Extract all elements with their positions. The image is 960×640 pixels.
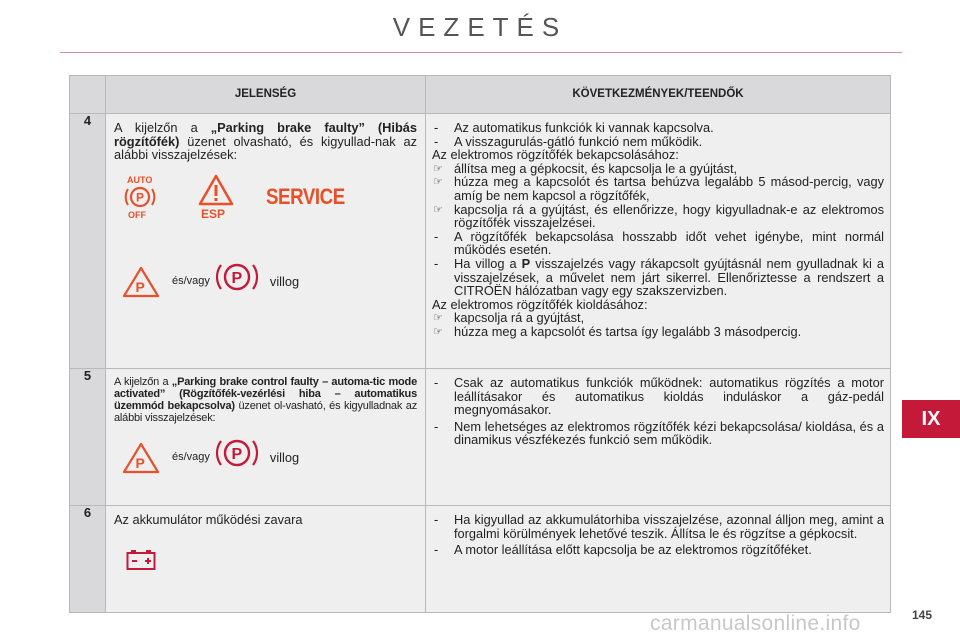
page-title: VEZETÉS (392, 12, 568, 42)
list-item: ☞ kapcsolja rá a gyújtást, (432, 311, 884, 325)
list-item: - Az automatikus funkciók ki vannak kapcsolva. (432, 121, 884, 135)
list-item: - Csak az automatikus funkciók működnek: automatikus rögzítés a motor leállításakor és automatikus kioldás induláskor a gáz-pedál megnyomásakor. (432, 376, 884, 417)
brake-warning-triangle-icon (122, 441, 160, 475)
page-number: 145 (912, 608, 933, 622)
auto-off-icon (120, 174, 172, 220)
svg-text:P: P (135, 455, 145, 471)
battery-icon (126, 549, 156, 571)
and-or-label: és/vagy (172, 274, 210, 287)
header-num (70, 76, 106, 114)
svg-text:P: P (136, 190, 145, 205)
esp-icon (196, 174, 236, 220)
symptom-cell (106, 506, 426, 613)
watermark: carmanualsonline.info (650, 612, 861, 635)
table-row (70, 114, 891, 369)
symptom-text: A kijelzőn a „Parking brake control faulty – automa-tic mode activated” (Rögzítőfék-vezérlési hiba – automatikus üzemmód bekapcsolva) üzenet ol-vasható, és kigyulladnak az alábbi visszajelzések: (114, 376, 417, 424)
symptom-cell (106, 114, 426, 369)
action-cell (426, 506, 891, 613)
list-item: - A motor leállítása előtt kapcsolja be az elektromos rögzítőféket. (432, 543, 884, 557)
flashing-label: villog (269, 450, 300, 466)
brake-icons-row (114, 438, 417, 478)
title-divider (60, 52, 902, 53)
service-icon: SERVICE (266, 183, 345, 209)
table-row (70, 506, 891, 613)
symptom-cell (106, 369, 426, 506)
parking-brake-icon (216, 435, 258, 471)
warning-icons-row (114, 172, 417, 222)
table-header-row (70, 76, 891, 114)
parking-brake-icon (216, 259, 258, 295)
list-item: Az elektromos rögzítőfék kioldásához: (432, 296, 648, 312)
svg-text:P: P (231, 269, 243, 287)
svg-text:P: P (231, 446, 243, 463)
list-item: Az elektromos rögzítőfék bekapcsolásához: (432, 147, 679, 163)
list-item: - A rögzítőfék bekapcsolása hosszabb időt vehet igénybe, mint normál működés esetén. (432, 230, 884, 257)
action-cell (426, 369, 891, 506)
list-item: ☞ húzza meg a kapcsolót és tartsa így legalább 3 másodpercig. (432, 325, 884, 339)
flashing-label: villog (269, 273, 300, 289)
list-item: ☞ húzza meg a kapcsolót és tartsa behúzva legalább 5 másod-percig, vagy amíg be nem kapcsol a rögzítőfék, (432, 175, 884, 202)
svg-text:P: P (135, 278, 145, 295)
list-item: - Nem lehetséges az elektromos rögzítőfék kézi bekapcsolása/ kioldása, és a dinamikus vészfékezés funkció sem működik. (432, 420, 884, 447)
symptom-text: A kijelzőn a „Parking brake faulty” (Hibás rögzítőfék) üzenet olvasható, és kigyullad-nak az alábbi visszajelzések: (114, 120, 417, 163)
header-action: KÖVETKEZMÉNYEK/TEENDŐK (426, 76, 891, 114)
and-or-label: és/vagy (172, 451, 210, 464)
action-list (432, 513, 884, 557)
header-symptom: JELENSÉG (106, 76, 426, 114)
warning-table (69, 75, 891, 613)
row-number: 5 (70, 369, 106, 506)
brake-warning-triangle-icon (122, 265, 160, 299)
svg-text:ESP: ESP (201, 206, 226, 220)
list-item: ☞ állítsa meg a gépkocsit, és kapcsolja le a gyújtást, (432, 162, 884, 176)
action-list (432, 376, 884, 447)
action-cell (426, 114, 891, 369)
table-row (70, 369, 891, 506)
action-list (432, 121, 884, 339)
row-number: 4 (70, 114, 106, 369)
list-item: - A visszagurulás-gátló funkció nem működik. (432, 135, 884, 149)
symptom-text: Az akkumulátor működési zavara (114, 512, 303, 527)
chapter-tab[interactable]: IX (902, 400, 960, 438)
list-item: ☞ kapcsolja rá a gyújtást, és ellenőrizze, hogy kigyulladnak-e az elektromos rögzítőfék visszajelzései. (432, 203, 884, 230)
brake-icons-row (114, 262, 417, 302)
svg-text:OFF: OFF (128, 209, 146, 220)
list-item: - Ha kigyullad az akkumulátorhiba visszajelzése, azonnal álljon meg, amint a forgalmi körülmények lehetővé teszik. Állítsa le és rögzítse a gépkocsit. (432, 513, 884, 540)
svg-text:AUTO: AUTO (127, 174, 153, 185)
row-number: 6 (70, 506, 106, 613)
list-item: - Ha villog a P visszajelzés vagy rákapcsolt gyújtásnál nem gyulladnak ki a visszajelzések, a művelet nem járt sikerrel. Ellenőriztesse a rendszert a CITROËN hálózatban vagy egy szakszervizben. (432, 257, 884, 298)
